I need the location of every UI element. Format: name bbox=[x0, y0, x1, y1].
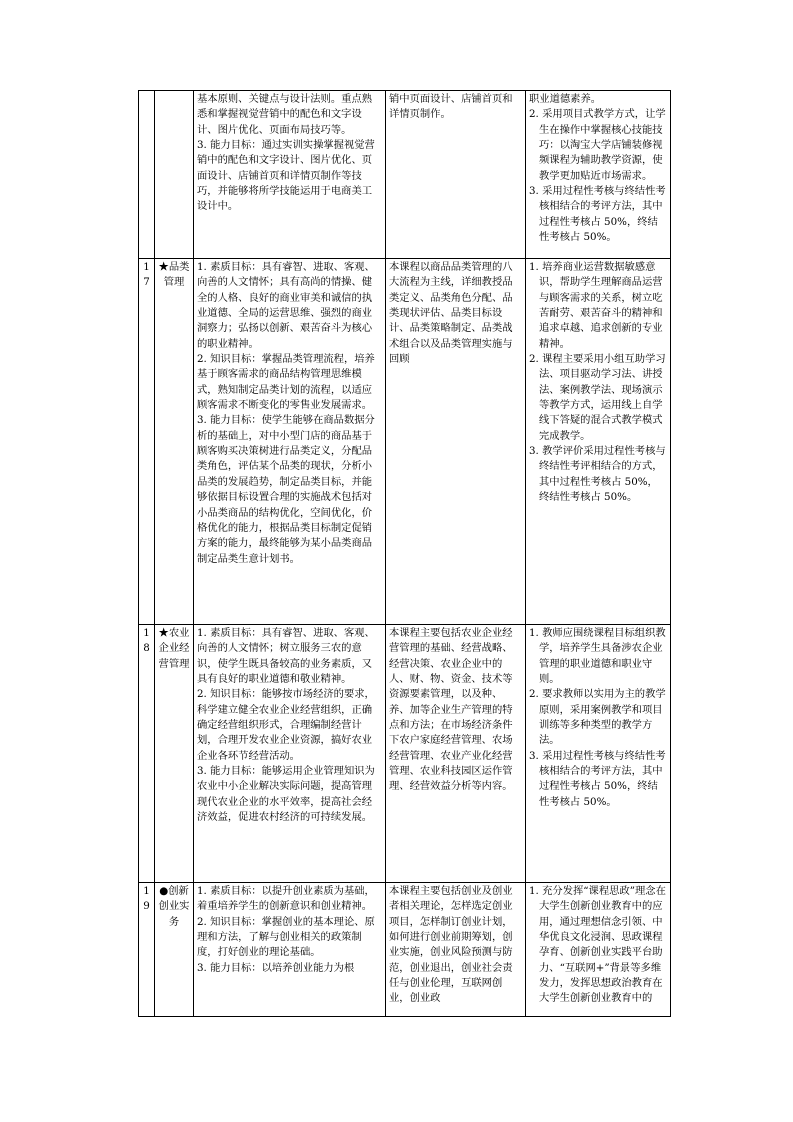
course-name: ★品类管理 bbox=[155, 259, 194, 625]
objective-item: 3. 能力目标：以培养创业能力为根 bbox=[197, 961, 355, 974]
table-row bbox=[139, 91, 671, 259]
row-number: 19 bbox=[139, 883, 155, 1017]
requirement-item: 1. 充分发挥“课程思政”理念在大学生创新创业教育中的应用，通过理想信念引领、中华优良文化浸润、思政课程孕育、创新创业实践平台助力、“互联网+”背景等多维发力，发挥思想政治教育在大学生创新创业教育中的 bbox=[529, 885, 666, 1005]
course-requirements bbox=[526, 883, 671, 1017]
course-name: ★农业企业经营管理 bbox=[155, 625, 194, 883]
objective-item: 2. 知识目标：掌握创业的基本理论、原理和方法，了解与创业相关的政策制度，打好创业的理论基础。 bbox=[197, 915, 375, 959]
course-name: ●创新创业实务 bbox=[155, 883, 194, 1017]
requirement-item: 1. 培养商业运营数据敏感意识，帮助学生理解商品运营与顾客需求的关系，树立吃苦耐劳、艰苦奋斗的精神和追求卓越、追求创新的专业精神。 bbox=[529, 261, 663, 350]
requirement-item: 3. 教学评价采用过程性考核与终结性考评相结合的方式，其中过程性考核占 50%，终结性考核占 50%。 bbox=[529, 445, 666, 504]
objective-item: 1. 素质目标：以提升创业素质为基础，着重培养学生的创新意识和创业精神。 bbox=[197, 885, 375, 913]
course-content: 本课程以商品品类管理的八大流程为主线，详细教授品类定义、品类角色分配、品类现状评估、品类目标设计、品类策略制定、品类战术组合以及品类管理实施与回顾 bbox=[386, 259, 526, 625]
objective-item: 1. 素质目标：具有睿智、进取、客观、向善的人文情怀；具有高尚的情操、健全的人格、良好的商业审美和诚信的执业道德、全局的运营思维、强烈的商业洞察力；弘扬以创新、艰苦奋斗为核心的职业精神。 bbox=[197, 261, 375, 350]
course-objectives bbox=[194, 91, 386, 259]
requirement-item: 2. 课程主要采用小组互助学习法、项目驱动学习法、讲授法、案例教学法、现场演示等教学方式，运用线上自学线下答疑的混合式教学模式完成教学。 bbox=[529, 353, 666, 442]
course-requirements bbox=[526, 259, 671, 625]
requirement-item: 1. 教师应围绕课程目标组织教学，培养学生具备涉农企业管理的职业道德和职业守则。 bbox=[529, 627, 666, 686]
row-number: 18 bbox=[139, 625, 155, 883]
objective-item: 2. 知识目标：掌握品类管理流程，培养基于顾客需求的商品结构管理思维模式，熟知制定品类计划的流程，以适应顾客需求不断变化的零售业发展需求。 bbox=[197, 353, 375, 412]
table-row bbox=[139, 625, 671, 883]
course-objectives bbox=[194, 259, 386, 625]
requirement-item: 职业道德素养。 bbox=[529, 93, 602, 105]
requirement-item: 2. 采用项目式教学方式，让学生在操作中掌握核心技能技巧：以淘宝大学店铺装修视频课程为辅助教学资源，使教学更加贴近市场需求。 bbox=[529, 108, 666, 182]
course-table bbox=[138, 90, 671, 1017]
requirement-item: 3. 采用过程性考核与终结性考核相结合的考评方法，其中过程性考核占 50%，终结性考核占 50%。 bbox=[529, 185, 666, 244]
course-requirements bbox=[526, 91, 671, 259]
table-row bbox=[139, 883, 671, 1017]
objective-item: 2. 知识目标：能够按市场经济的要求，科学建立健全农业企业经营组织，正确确定经营组织形式，合理编制经营计划，合理开发农业企业资源，搞好农业企业各环节经营活动。 bbox=[197, 688, 375, 762]
objective-item: 3. 能力目标：能够运用企业管理知识为农业中小企业解决实际问题，提高管理现代农业企业的水平效率，提高社会经济效益，促进农村经济的可持续发展。 bbox=[197, 765, 375, 824]
course-requirements bbox=[526, 625, 671, 883]
objective-item: 3. 能力目标：通过实训实操掌握视觉营销中的配色和文字设计、图片优化、页面设计、店铺首页和详情页制作等技巧，并能够将所学技能运用于电商美工设计中。 bbox=[197, 139, 375, 213]
course-objectives bbox=[194, 625, 386, 883]
course-objectives bbox=[194, 883, 386, 1017]
course-content: 本课程主要包括农业企业经营管理的基础、经营战略、经营决策、农业企业中的人、财、物、资金、技术等资源要素管理，以及种、养、加等企业生产管理的特点和方法；在市场经济条件下农户家庭经营管理、农场经营管理、农业产业化经营管理、农业科技园区运作管理、经营效益分析等内容。 bbox=[386, 625, 526, 883]
table-row bbox=[139, 259, 671, 625]
row-number bbox=[139, 91, 155, 259]
course-name bbox=[155, 91, 194, 259]
requirement-item: 2. 要求教师以实用为主的教学原则，采用案例教学和项目训练等多种类型的教学方法。 bbox=[529, 688, 666, 747]
objective-item: 基本原则、关键点与设计法则。重点熟悉和掌握视觉营销中的配色和文字设计、图片优化、页面布局技巧等。 bbox=[197, 93, 373, 136]
course-content: 本课程主要包括创业及创业者相关理论，怎样选定创业项目，怎样制订创业计划，如何进行创业前期筹划，创业实施，创业风险预测与防范，创业退出，创业社会责任与创业伦理，互联网创业，创业政 bbox=[386, 883, 526, 1017]
requirement-item: 3. 采用过程性考核与终结性考核相结合的考评方法，其中过程性考核占 50%，终结性考核占 50%。 bbox=[529, 749, 666, 808]
row-number: 17 bbox=[139, 259, 155, 625]
course-content: 销中页面设计、店铺首页和详情页制作。 bbox=[386, 91, 526, 259]
objective-item: 1. 素质目标：具有睿智、进取、客观、向善的人文情怀；树立服务三农的意识，使学生既具备较高的业务素质，又具有良好的职业道德和敬业精神。 bbox=[197, 627, 375, 686]
objective-item: 3. 能力目标：使学生能够在商品数据分析的基础上，对中小型门店的商品基于顾客购买决策树进行品类定义，分配品类角色，评估某个品类的现状，分析小品类的发展趋势，制定品类目标，并能够依据目标设置合理的实施战术包括对小品类商品的结构优化，空间优化，价格优化的能力，根据品类目标制定促销方案的能力，最终能够为某小品类商品制定品类生意计划书。 bbox=[197, 414, 375, 565]
